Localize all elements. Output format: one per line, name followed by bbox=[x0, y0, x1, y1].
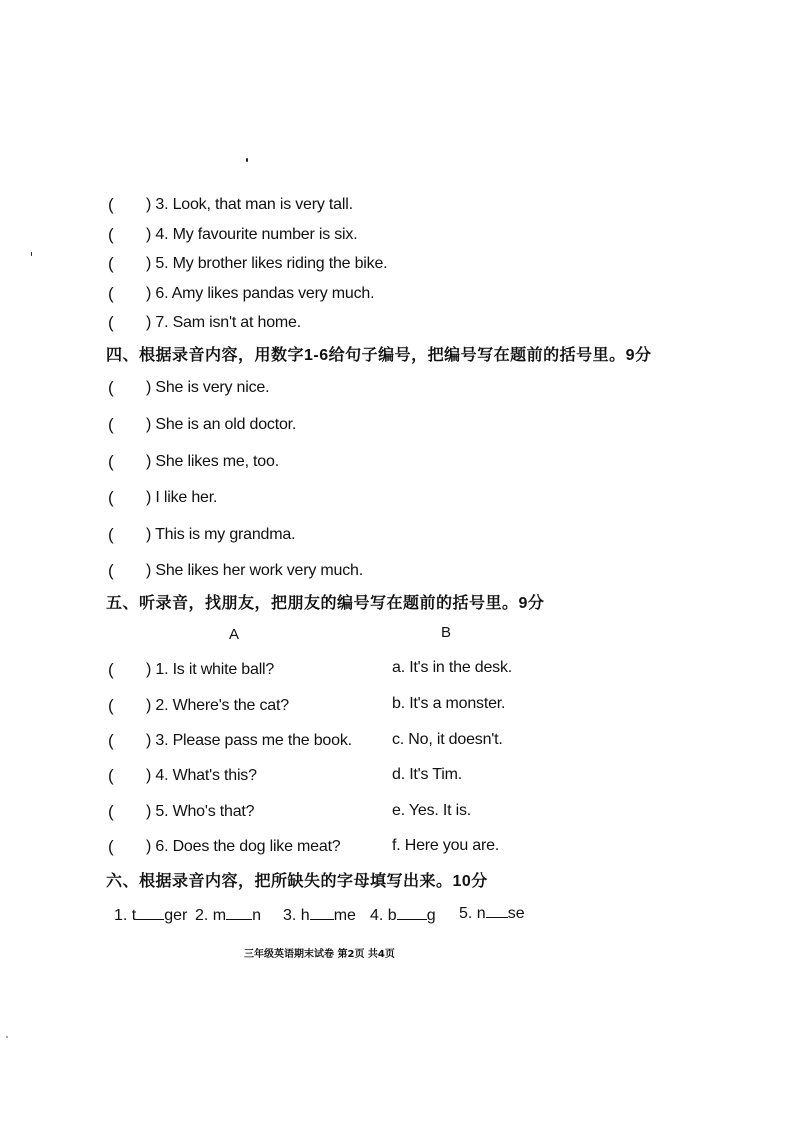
answer-bracket[interactable]: ( bbox=[108, 488, 114, 507]
word-end: me bbox=[333, 907, 356, 924]
question-text: ) 3. Please pass me the book. bbox=[146, 732, 352, 749]
sentence-text: ) I like her. bbox=[146, 489, 218, 506]
word-end: g bbox=[426, 907, 436, 924]
question-text: ) 4. My favourite number is six. bbox=[146, 226, 358, 243]
word-start: 3. h bbox=[283, 907, 310, 924]
answer-bracket[interactable]: ( bbox=[108, 696, 114, 715]
sentence-text: ) She is an old doctor. bbox=[146, 416, 297, 433]
section-heading: 四、根据录音内容，用数字1-6给句子编号，把编号写在题前的括号里。9分 bbox=[106, 347, 652, 364]
missing-letter-word bbox=[114, 905, 187, 926]
answer-bracket[interactable]: ( bbox=[108, 284, 114, 303]
answer-bracket[interactable]: ( bbox=[108, 766, 114, 785]
letter-blank[interactable] bbox=[310, 905, 334, 920]
word-start: 2. m bbox=[195, 907, 227, 924]
letter-blank[interactable] bbox=[486, 903, 508, 918]
question-text: ) 6. Amy likes pandas very much. bbox=[146, 285, 375, 302]
missing-letter-word bbox=[195, 905, 261, 926]
answer-option: c. No, it doesn't. bbox=[392, 731, 503, 748]
answer-option: e. Yes. It is. bbox=[392, 802, 472, 819]
answer-bracket[interactable]: ( bbox=[108, 802, 114, 821]
question-text: ) 2. Where's the cat? bbox=[146, 697, 289, 714]
answer-bracket[interactable]: ( bbox=[108, 561, 114, 580]
answer-bracket[interactable]: ( bbox=[108, 254, 114, 273]
missing-letter-word bbox=[459, 903, 525, 924]
page-footer: 三年级英语期末试卷 第2页 共4页 bbox=[244, 949, 395, 960]
answer-bracket[interactable]: ( bbox=[108, 837, 114, 856]
answer-option: b. It's a monster. bbox=[392, 695, 506, 712]
missing-letter-word bbox=[370, 905, 436, 926]
section-heading: 六、根据录音内容，把所缺失的字母填写出来。10分 bbox=[106, 873, 488, 890]
question-text: ) 4. What's this? bbox=[146, 767, 257, 784]
letter-blank[interactable] bbox=[397, 905, 427, 920]
answer-bracket[interactable]: ( bbox=[108, 660, 114, 679]
word-end: n bbox=[252, 907, 262, 924]
word-start: 5. n bbox=[459, 905, 486, 922]
missing-letter-word bbox=[283, 905, 356, 926]
letter-blank[interactable] bbox=[226, 905, 252, 920]
answer-option: a. It's in the desk. bbox=[392, 659, 513, 676]
scan-speck bbox=[6, 1036, 8, 1038]
answer-bracket[interactable]: ( bbox=[108, 225, 114, 244]
sentence-text: ) She is very nice. bbox=[146, 379, 270, 396]
section-heading: 五、听录音，找朋友，把朋友的编号写在题前的括号里。9分 bbox=[106, 595, 545, 612]
sentence-text: ) She likes her work very much. bbox=[146, 562, 363, 579]
scan-speck bbox=[31, 252, 32, 256]
question-text: ) 3. Look, that man is very tall. bbox=[146, 196, 353, 213]
answer-bracket[interactable]: ( bbox=[108, 731, 114, 750]
answer-option: d. It's Tim. bbox=[392, 766, 462, 783]
question-text: ) 5. My brother likes riding the bike. bbox=[146, 255, 388, 272]
word-end: se bbox=[507, 905, 525, 922]
question-text: ) 1. Is it white ball? bbox=[146, 661, 275, 678]
question-text: ) 6. Does the dog like meat? bbox=[146, 838, 341, 855]
answer-bracket[interactable]: ( bbox=[108, 378, 114, 397]
sentence-text: ) She likes me, too. bbox=[146, 453, 279, 470]
answer-bracket[interactable]: ( bbox=[108, 195, 114, 214]
column-a-label: A bbox=[229, 626, 240, 643]
column-b-label: B bbox=[441, 624, 452, 641]
answer-bracket[interactable]: ( bbox=[108, 415, 114, 434]
answer-bracket[interactable]: ( bbox=[108, 313, 114, 332]
answer-bracket[interactable]: ( bbox=[108, 452, 114, 471]
word-end: ger bbox=[164, 907, 188, 924]
letter-blank[interactable] bbox=[136, 905, 164, 920]
word-start: 4. b bbox=[370, 907, 397, 924]
scan-speck bbox=[246, 158, 248, 162]
sentence-text: ) This is my grandma. bbox=[146, 526, 296, 543]
word-start: 1. t bbox=[114, 907, 137, 924]
answer-option: f. Here you are. bbox=[392, 837, 500, 854]
question-text: ) 5. Who's that? bbox=[146, 803, 255, 820]
answer-bracket[interactable]: ( bbox=[108, 525, 114, 544]
question-text: ) 7. Sam isn't at home. bbox=[146, 314, 301, 331]
